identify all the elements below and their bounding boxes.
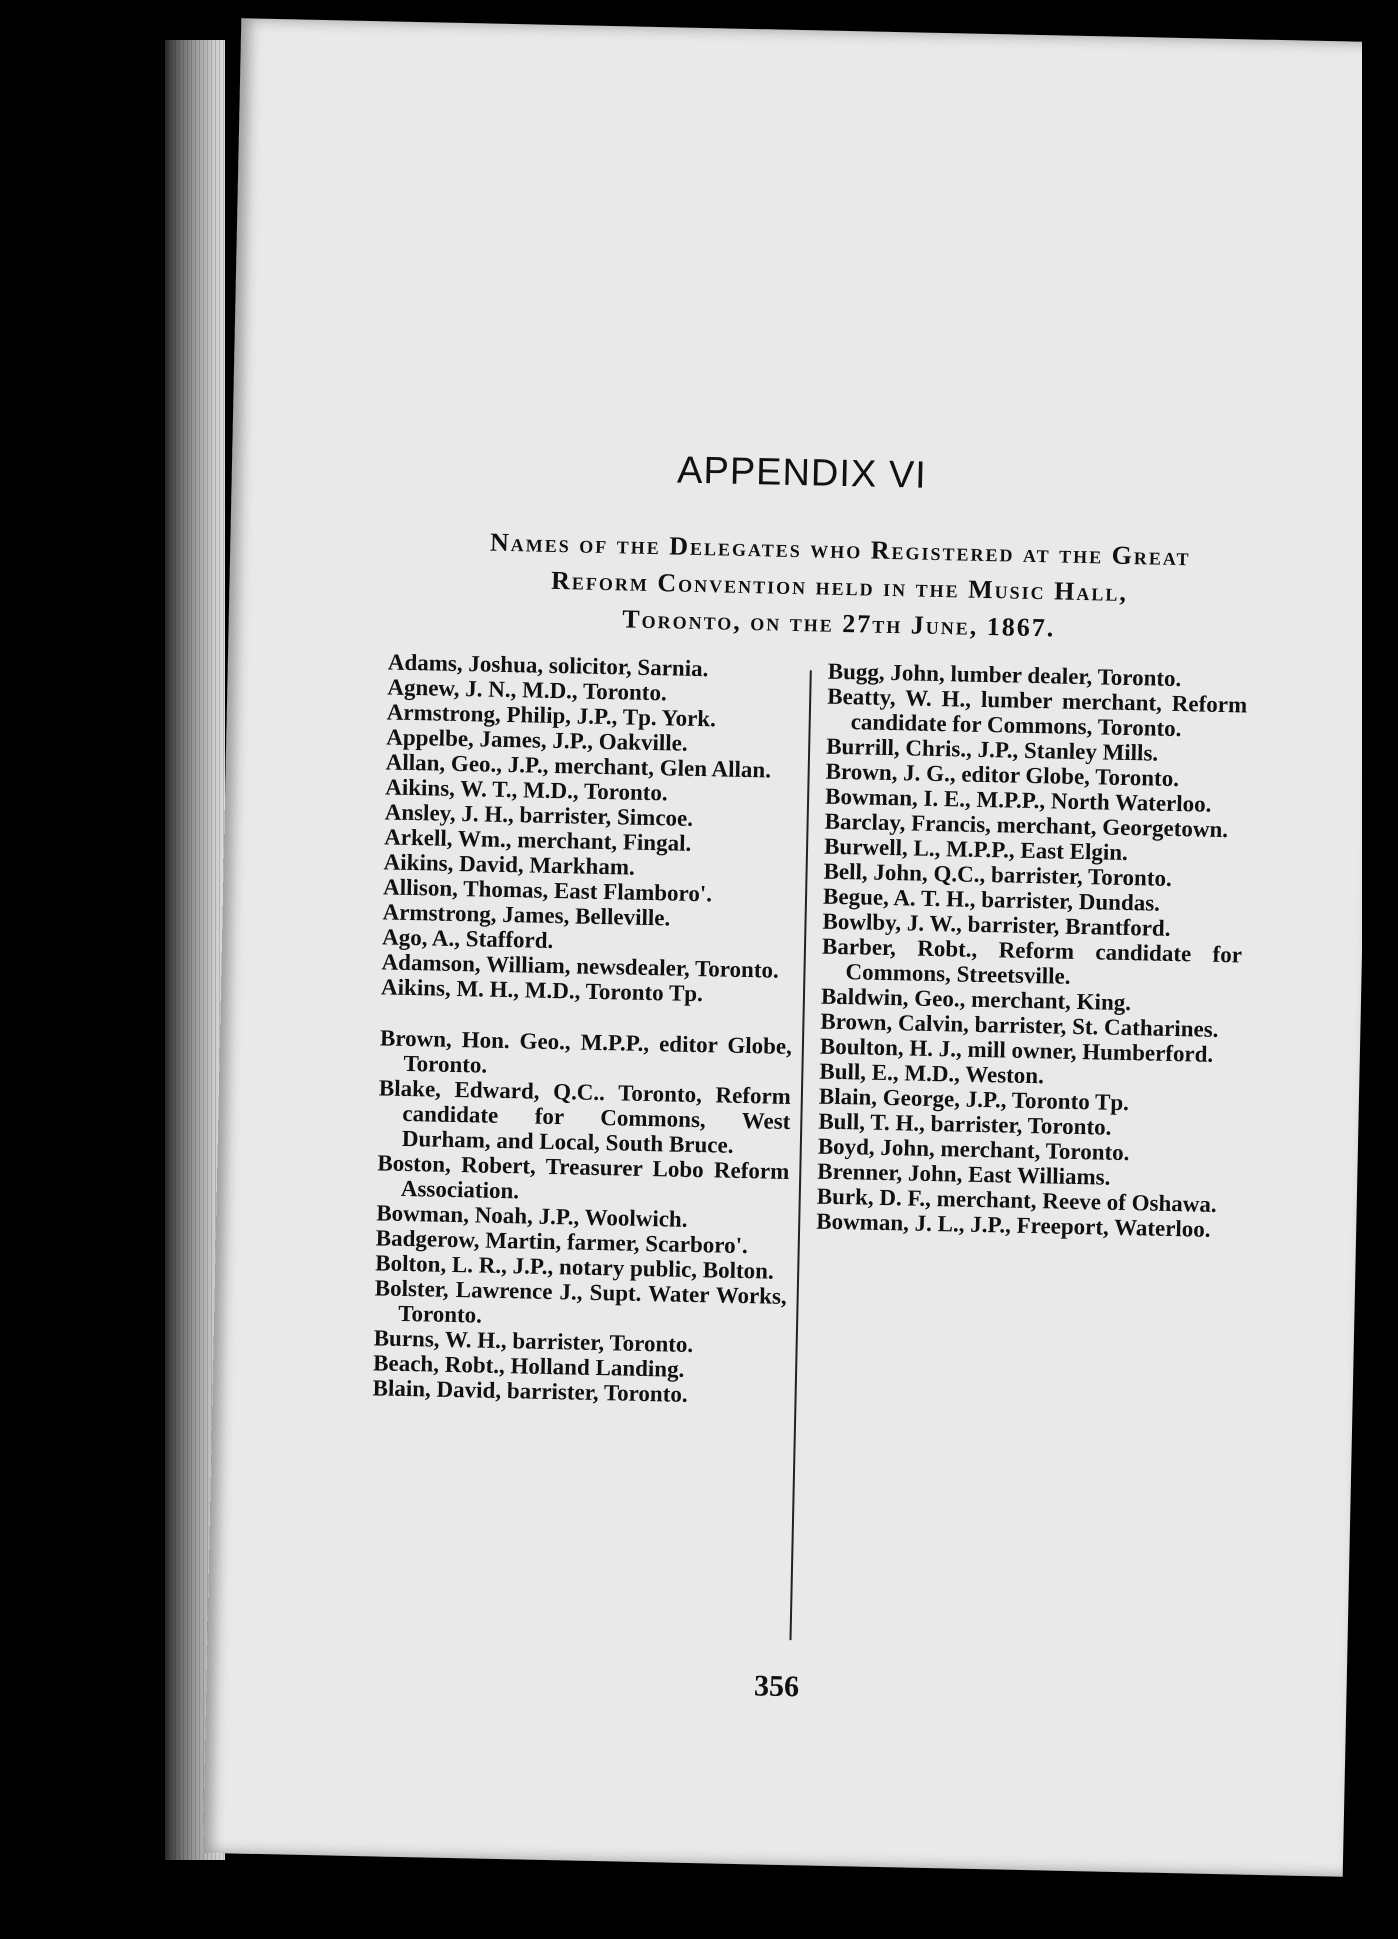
delegate-entry: Brown, Hon. Geo., M.P.P., editor Globe, Toronto. — [379, 1025, 793, 1078]
delegate-entry: Burrill, Chris., J.P., Stanley Mills. — [825, 733, 1159, 766]
delegate-entry: Arkell, Wm., merchant, Fingal. — [383, 824, 692, 856]
page-number: 356 — [753, 1669, 800, 1704]
delegate-entry: Boulton, H. J., mill owner, Humberford. — [819, 1033, 1214, 1067]
subtitle-line-3: Toronto, on the 27th June, 1867. — [622, 604, 1056, 643]
appendix-subtitle — [429, 522, 1251, 650]
delegate-entry: Bolton, L. R., J.P., notary public, Bolton. — [375, 1250, 775, 1284]
delegate-entry: Agnew, J. N., M.D., Toronto. — [387, 674, 668, 706]
delegate-entry: Appelbe, James, J.P., Oakville. — [386, 724, 688, 756]
delegate-entry: Bell, John, Q.C., barrister, Toronto. — [823, 858, 1173, 891]
delegate-entry: Bugg, John, lumber dealer, Toronto. — [827, 658, 1182, 692]
delegate-entry: Ansley, J. H., barrister, Simcoe. — [384, 799, 694, 831]
delegate-entry: Beatty, W. H., lumber merchant, Reform candidate for Commons, Toronto. — [827, 683, 1248, 742]
delegate-entry: Aikins, W. T., M.D., Toronto. — [385, 774, 668, 806]
delegate-entry: Bowlby, J. W., barrister, Brantford. — [822, 908, 1171, 941]
delegate-entry: Boston, Robert, Treasurer Lobo Reform Association. — [377, 1150, 790, 1204]
book-page — [203, 18, 1381, 1876]
delegate-entry: Armstrong, Philip, J.P., Tp. York. — [386, 699, 717, 732]
delegate-entry: Barclay, Francis, merchant, Georgetown. — [824, 808, 1229, 843]
delegate-entry: Aikins, M. H., M.D., Toronto Tp. — [380, 974, 704, 1007]
delegate-entry: Bolster, Lawrence J., Supt. Water Works, Toronto. — [374, 1275, 787, 1328]
delegate-entry: Blake, Edward, Q.C.. Toronto, Reform candidate for Commons, West Durham, and Local, South Bruce. — [378, 1075, 792, 1158]
subtitle-line-1: Names of the Delegates who Registered at the Great — [489, 527, 1191, 572]
delegate-entry: Burwell, L., M.P.P., East Elgin. — [823, 833, 1129, 866]
delegate-entry: Brown, Calvin, barrister, St. Catharines. — [820, 1008, 1219, 1042]
delegate-entry: Aikins, David, Markham. — [383, 849, 636, 880]
delegate-entry: Begue, A. T. H., barrister, Dundas. — [822, 883, 1161, 916]
delegate-entry: Brown, J. G., editor Globe, Toronto. — [825, 758, 1180, 792]
delegate-entry: Blain, George, J.P., Toronto Tp. — [818, 1083, 1130, 1116]
delegate-entry: Bull, E., M.D., Weston. — [819, 1058, 1045, 1089]
delegate-entry: Bowman, J. L., J.P., Freeport, Waterloo. — [816, 1208, 1211, 1242]
delegate-entry: Boyd, John, merchant, Toronto. — [817, 1133, 1130, 1166]
delegate-entry: Burk, D. F., merchant, Reeve of Oshawa. — [816, 1183, 1217, 1217]
delegate-entry: Beach, Robt., Holland Landing. — [372, 1350, 685, 1382]
delegate-entry: Bull, T. H., barrister, Toronto. — [818, 1108, 1112, 1140]
delegate-entry: Bowman, I. E., M.P.P., North Waterloo. — [824, 783, 1212, 817]
delegate-entry: Bowman, Noah, J.P., Woolwich. — [376, 1200, 688, 1232]
delegate-entry: Burns, W. H., barrister, Toronto. — [373, 1325, 694, 1358]
delegate-entry: Baldwin, Geo., merchant, King. — [820, 983, 1132, 1016]
delegate-entry: Armstrong, James, Belleville. — [382, 899, 671, 931]
delegate-entry: Badgerow, Martin, farmer, Scarboro'. — [375, 1225, 749, 1259]
delegate-entry: Adamson, William, newsdealer, Toronto. — [381, 949, 780, 983]
delegate-entry: Allison, Thomas, East Flamboro'. — [382, 874, 713, 907]
delegate-entry: Blain, David, barrister, Toronto. — [372, 1375, 688, 1407]
delegate-entry: Adams, Joshua, solicitor, Sarnia. — [387, 649, 709, 682]
delegate-entry: Brenner, John, East Williams. — [817, 1158, 1111, 1190]
appendix-title: APPENDIX VI — [676, 449, 928, 497]
delegate-entry: Barber, Robt., Reform candidate for Commons, Streetsville. — [821, 933, 1243, 989]
subtitle-line-2: Reform Convention held in the Music Hall, — [550, 565, 1129, 607]
delegates-right-column — [816, 659, 1248, 1243]
scan-right-edge — [1362, 0, 1398, 1939]
delegate-entry: Ago, A., Stafford. — [381, 924, 554, 953]
delegate-entry: Allan, Geo., J.P., merchant, Glen Allan. — [385, 749, 772, 783]
delegates-left-column — [372, 649, 800, 1408]
